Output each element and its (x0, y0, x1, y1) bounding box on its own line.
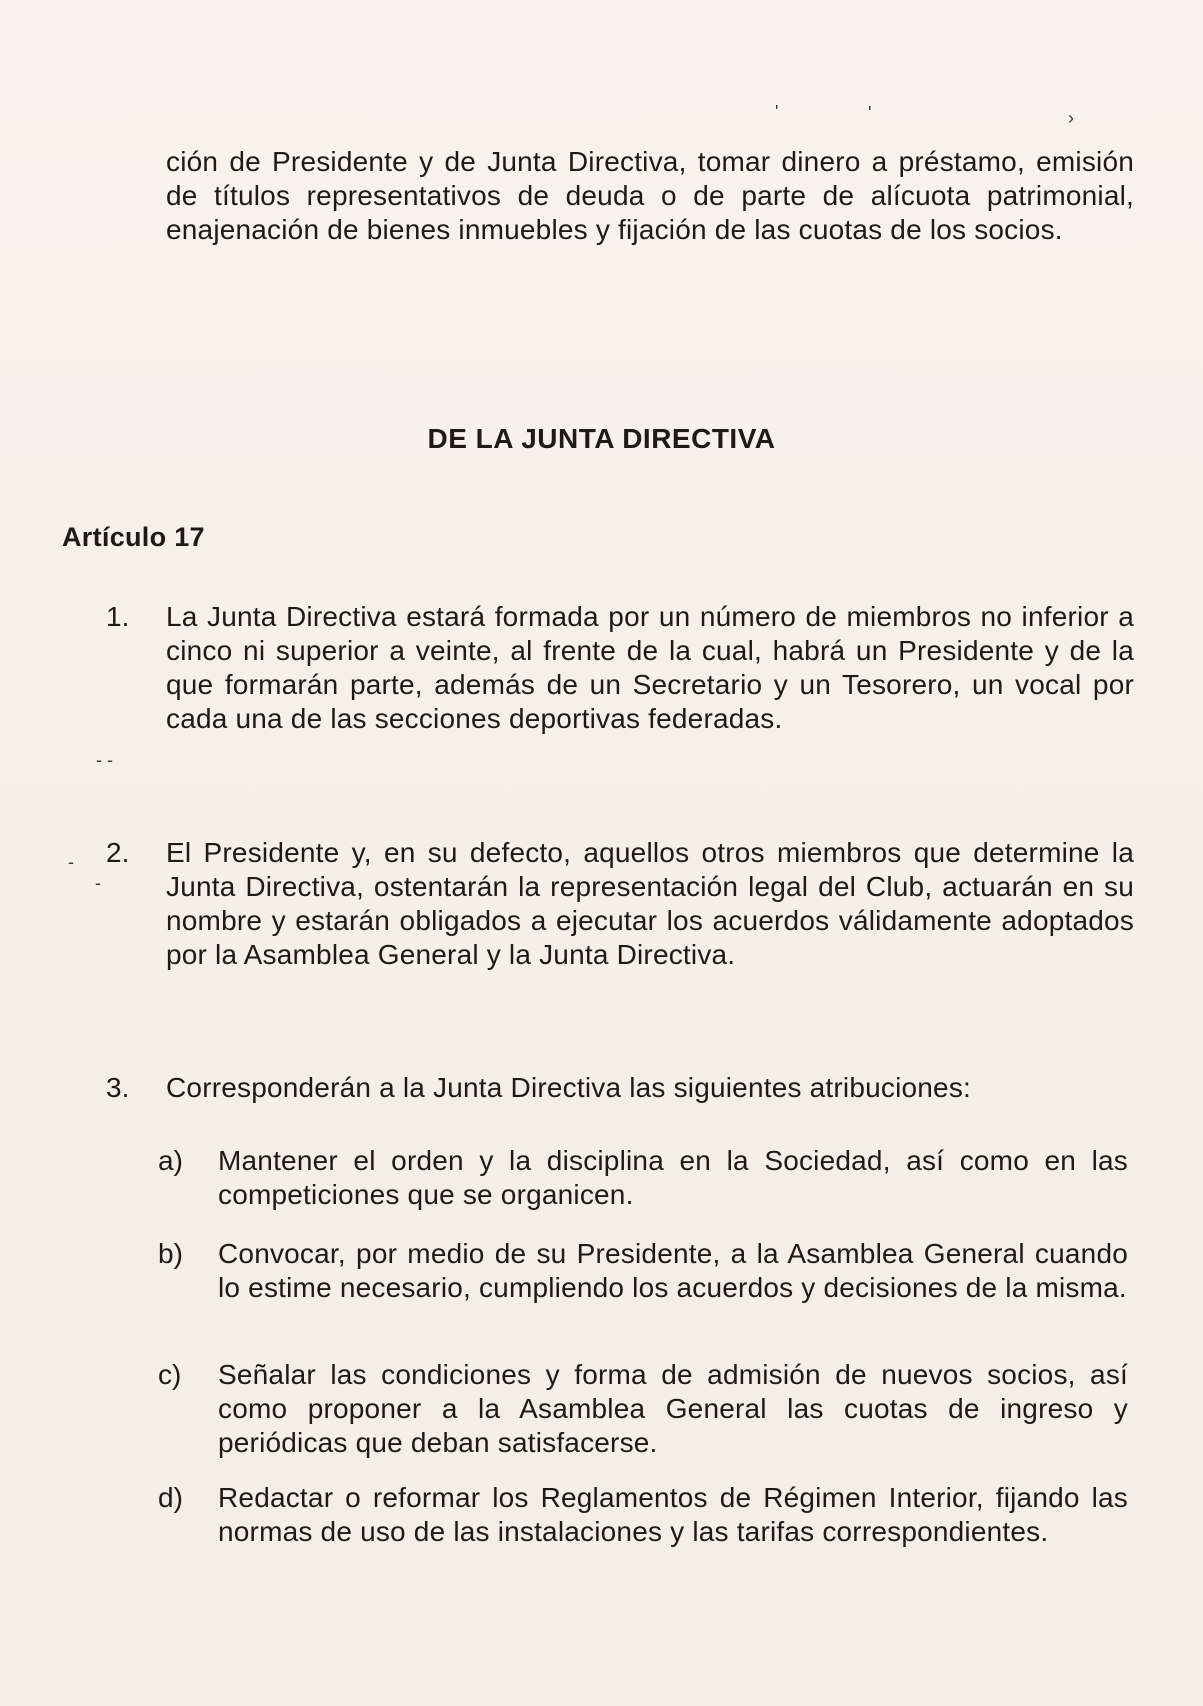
scan-mark: ' (868, 103, 872, 123)
item-text: La Junta Directiva estará formada por un número de miembros no inferior a cinco ni superior a veinte, al frente de la cual, habrá un Presidente y de la que formarán parte, además de un Secretario y un Tesorero, un vocal por cada una de las secciones deportivas federadas. (166, 601, 1134, 734)
sub-item-text: Convocar, por medio de su Presidente, a la Asamblea General cuando lo estime necesario, cumpliendo los acuerdos y decisiones de la misma. (218, 1238, 1128, 1303)
intro-paragraph: ción de Presidente y de Junta Directiva, tomar dinero a préstamo, emisión de títulos representativos de deuda o de parte de alícuota patrimonial, enajenación de bienes inmuebles y fijación de las cuotas de los socios. (166, 146, 1134, 245)
item-text: Corresponderán a la Junta Directiva las siguientes atribuciones: (166, 1072, 972, 1103)
sub-item-letter: d) (158, 1482, 183, 1513)
item-number: 3. (106, 1072, 130, 1103)
article-title: Artículo 17 (62, 522, 205, 552)
scan-mark: ‐ (95, 873, 101, 893)
sub-item-letter: c) (158, 1359, 182, 1390)
sub-item-text: Mantener el orden y la disciplina en la Sociedad, así como en las competiciones que se organicen. (218, 1145, 1128, 1210)
scan-mark: - - (96, 750, 113, 770)
section-title: DE LA JUNTA DIRECTIVA (427, 423, 776, 454)
sub-item-text: Redactar o reformar los Reglamentos de Régimen Interior, fijando las normas de uso de las instalaciones y las tarifas correspondientes. (218, 1482, 1128, 1547)
scan-mark: ' (775, 102, 779, 122)
sub-item-letter: a) (158, 1145, 183, 1176)
scan-mark: - (68, 852, 74, 872)
item-text: El Presidente y, en su defecto, aquellos otros miembros que determine la Junta Directiva, ostentarán la representación legal del Club, actuarán en su nombre y estarán obligados a ejecutar los acuerdos válidamente adoptados por la Asamblea General y la Junta Directiva. (166, 837, 1134, 970)
item-number: 2. (106, 837, 130, 868)
sub-item-text: Señalar las condiciones y forma de admisión de nuevos socios, así como proponer a la Asamblea General las cuotas de ingreso y periódicas que deban satisfacerse. (218, 1359, 1128, 1458)
scan-mark: › (1068, 108, 1074, 128)
sub-item-letter: b) (158, 1238, 183, 1269)
item-number: 1. (106, 601, 130, 632)
